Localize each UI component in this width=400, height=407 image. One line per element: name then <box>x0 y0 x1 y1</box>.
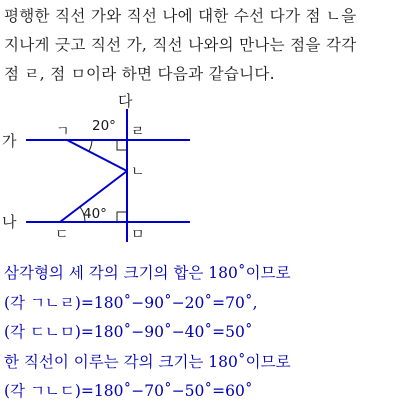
label-angle-top: 20° <box>92 118 116 134</box>
label-point-r: ㄹ <box>131 124 145 140</box>
solution-line-2: (각 ㄱㄴㄹ)=180˚−90˚−20˚=70˚, <box>4 293 258 312</box>
right-angle-mark-top <box>117 140 127 150</box>
segment-g-n <box>67 140 127 171</box>
label-angle-bottom: 40° <box>83 206 107 222</box>
problem-text <box>4 2 398 89</box>
solution-line-1: 삼각형의 세 각의 크기의 합은 180˚이므로 <box>4 264 291 282</box>
solution-text <box>4 259 398 407</box>
right-angle-mark-bottom <box>117 212 127 222</box>
angle-arc-top <box>89 140 92 151</box>
label-point-d: ㄷ <box>55 227 69 243</box>
solution-line-3: (각 ㄷㄴㅁ)=180˚−90˚−40˚=50˚ <box>4 323 253 341</box>
figure-svg <box>0 92 220 252</box>
geometry-figure <box>0 92 220 252</box>
solution-line-5: (각 ㄱㄴㄷ)=180˚−70˚−50˚=60˚ <box>4 382 253 400</box>
problem-line-3: 점 ㄹ, 점 ㅁ이라 하면 다음과 같습니다. <box>4 65 275 83</box>
label-line-na: 나 <box>2 213 17 231</box>
solution-line-4: 한 직선이 이루는 각의 크기는 180˚이므로 <box>4 352 291 371</box>
problem-line-2: 지나게 긋고 직선 가, 직선 나와의 만나는 점을 각각 <box>4 36 357 54</box>
problem-line-1: 평행한 직선 가와 직선 나에 대한 수선 다가 점 ㄴ을 <box>4 7 357 25</box>
label-point-m: ㅁ <box>131 227 145 243</box>
label-line-da: 다 <box>118 92 133 110</box>
label-point-g: ㄱ <box>56 124 70 140</box>
label-line-ga: 가 <box>2 132 17 150</box>
label-point-n: ㄴ <box>131 164 145 180</box>
